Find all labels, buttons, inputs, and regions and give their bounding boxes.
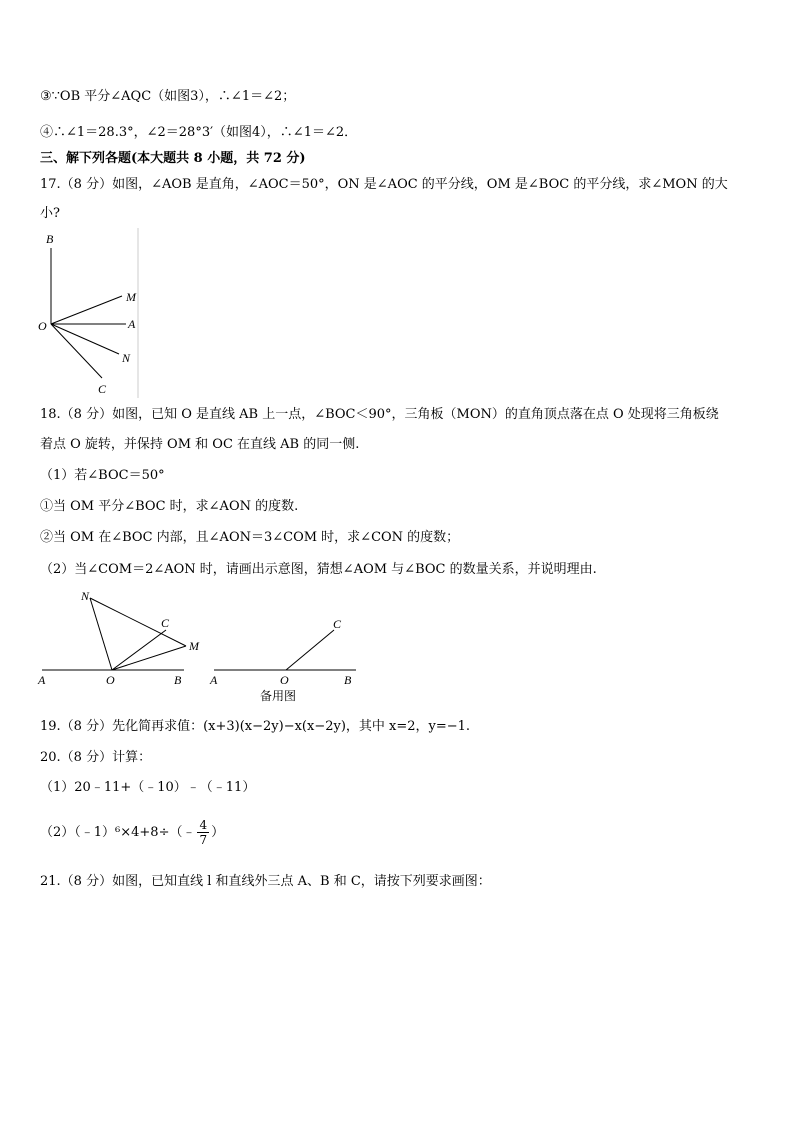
figure-18-main <box>34 586 214 688</box>
label-N: N <box>122 351 131 365</box>
label-B: B <box>344 673 352 687</box>
q18-text-4: ①当 OM 平分∠BOC 时，求∠AON 的度数. <box>40 499 299 514</box>
q18-text-2: 着点 O 旋转，并保持 OM 和 OC 在直线 AB 的同一侧. <box>40 437 360 452</box>
fraction <box>197 818 209 847</box>
line-4: ④∴∠1＝28.3°，∠2＝28°3′（如图4），∴∠1＝∠2． <box>40 125 358 140</box>
label-C: C <box>161 616 170 630</box>
figure-17 <box>30 228 150 400</box>
q17-text-1: 17.（8 分）如图，∠AOB 是直角，∠AOC＝50°，ON 是∠AOC 的平分线，OM 是∠BOC 的平分线，求∠MON 的大 <box>40 177 728 192</box>
fraction-numerator: 4 <box>199 818 208 832</box>
label-C: C <box>98 382 107 396</box>
label-M: M <box>189 639 199 653</box>
label-B: B <box>174 673 182 687</box>
q17-text-2: 小? <box>40 206 60 221</box>
q20-part-1: （1）20﹣11+（﹣10）﹣（﹣11） <box>40 780 256 795</box>
figure-18-spare <box>206 612 366 706</box>
q20-part-2-suffix: ） <box>211 825 225 840</box>
q20-part-2 <box>40 818 224 847</box>
spare-figure-caption: 备用图 <box>260 689 297 703</box>
label-M: M <box>126 290 136 304</box>
label-B: B <box>46 232 54 246</box>
label-A: A <box>210 673 218 687</box>
q19-text: 19.（8 分）先化简再求值：(x+3)(x−2y)−x(x−2y)，其中 x=2，y=−1. <box>40 719 471 734</box>
label-N: N <box>81 589 90 603</box>
label-A: A <box>128 317 136 331</box>
q20-text: 20.（8 分）计算： <box>40 750 152 765</box>
line-3: ③∵OB 平分∠AQC（如图3），∴∠1＝∠2； <box>40 89 296 104</box>
label-O: O <box>38 319 47 333</box>
section-heading: 三、解下列各题(本大题共 8 小题，共 72 分) <box>40 151 306 166</box>
label-A: A <box>38 673 46 687</box>
label-O: O <box>280 673 289 687</box>
fraction-denominator: 7 <box>199 833 208 847</box>
q18-text-3: （1）若∠BOC＝50° <box>40 468 165 483</box>
q18-text-6: （2）当∠COM＝2∠AON 时，请画出示意图，猜想∠AOM 与∠BOC 的数量关系，并说明理由. <box>40 562 597 577</box>
label-O: O <box>106 673 115 687</box>
q20-part-2-prefix: （2）（﹣1）⁶×4+8÷（﹣ <box>40 825 196 840</box>
label-C: C <box>333 617 342 631</box>
q18-text-1: 18.（8 分）如图，已知 O 是直线 AB 上一点，∠BOC＜90°，三角板（MON）的直角顶点落在点 O 处现将三角板绕 <box>40 407 719 422</box>
q18-text-5: ②当 OM 在∠BOC 内部，且∠AON＝3∠COM 时，求∠CON 的度数； <box>40 530 460 545</box>
q21-text: 21.（8 分）如图，已知直线 l 和直线外三点 A、B 和 C，请按下列要求画图： <box>40 874 491 889</box>
